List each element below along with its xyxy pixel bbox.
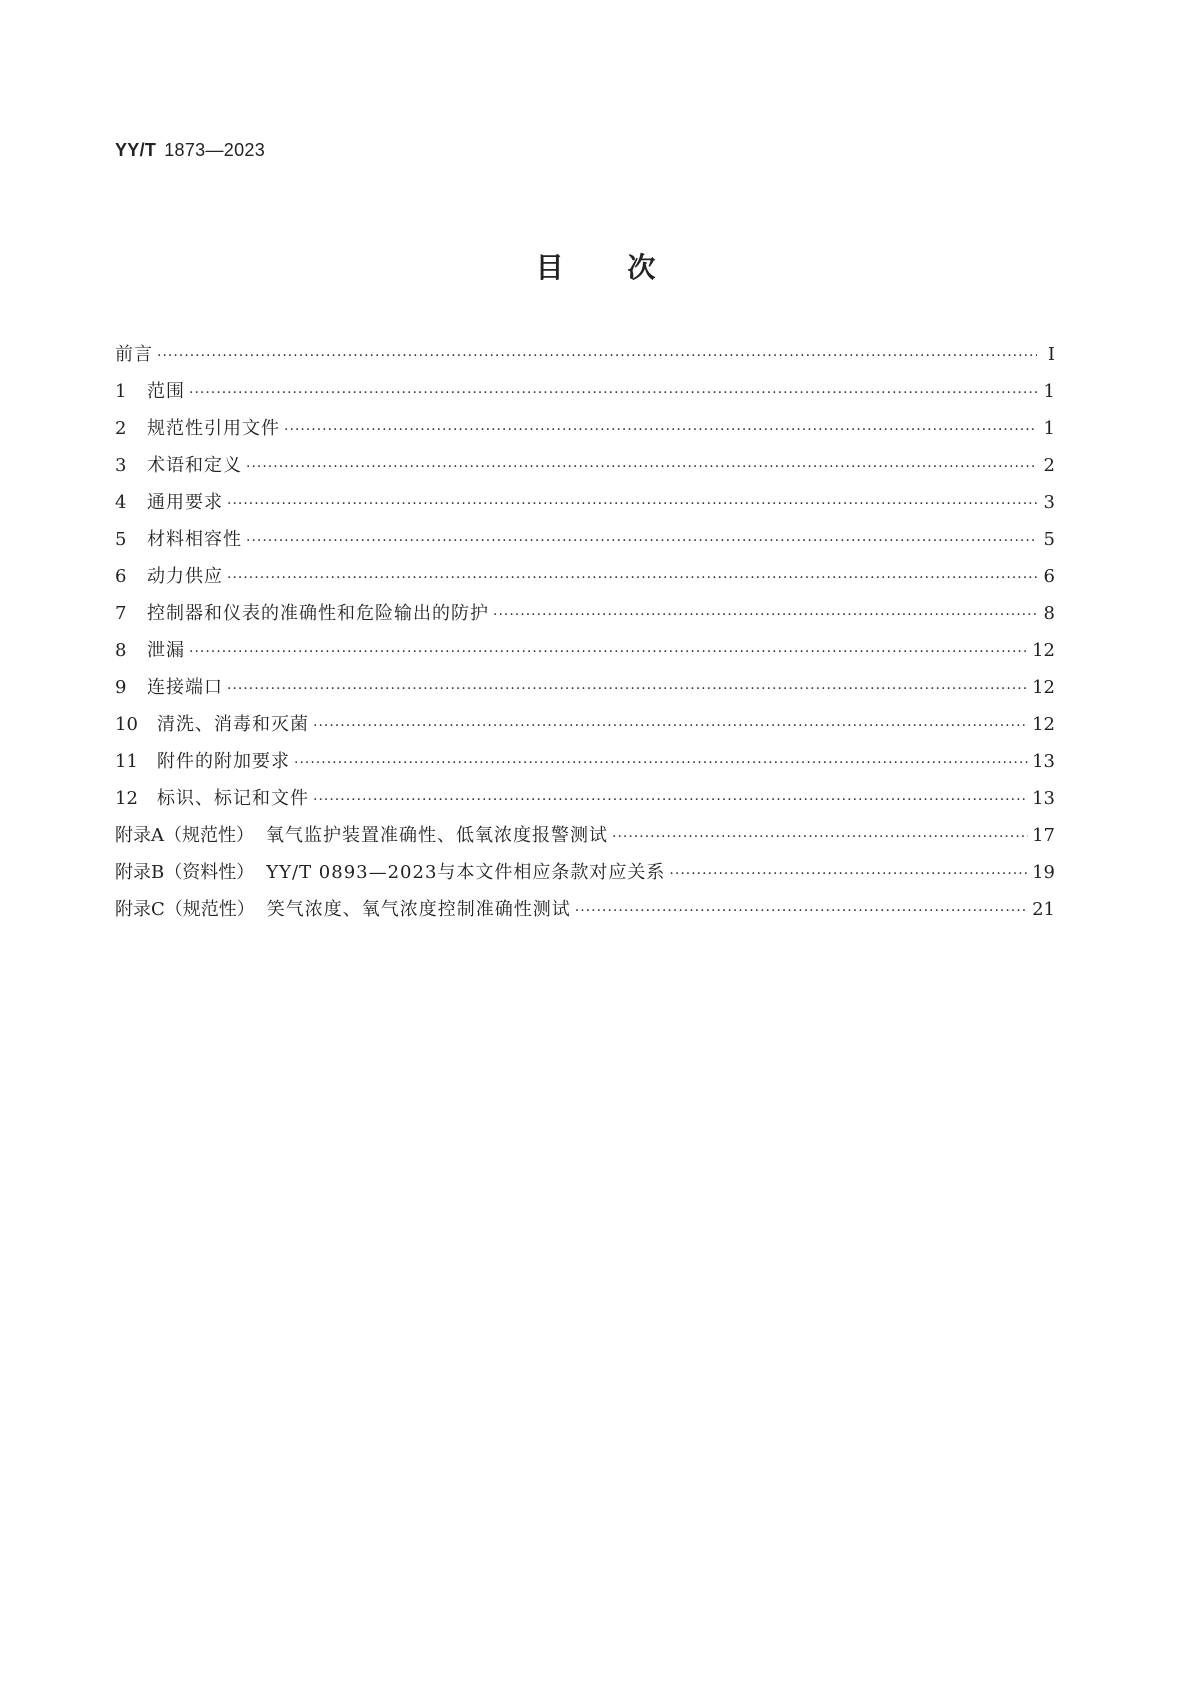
toc-page-number: I [1047,344,1055,365]
toc-entry-text: 附件的附加要求 [157,751,290,772]
toc-page-number: 3 [1043,492,1055,513]
toc-leader-dots [227,496,1037,512]
toc-entry-number: 3 [115,455,127,476]
toc-entry-text: 笑气浓度、氧气浓度控制准确性测试 [266,899,571,920]
toc-page-number: 5 [1043,529,1055,550]
toc-entry-text: 动力供应 [147,566,223,587]
toc-entry-8[interactable] [115,636,1055,673]
toc-leader-dots [493,607,1037,623]
toc-entry-number: 2 [115,418,127,439]
toc-page-number: 2 [1043,455,1055,476]
toc-annex-label: 附录B（资料性） [115,862,255,883]
toc-entry-number: 5 [115,529,127,550]
toc-entry-annex-b[interactable] [115,858,1055,895]
toc-entry-text: 通用要求 [147,492,223,513]
toc-entry-12[interactable] [115,784,1055,821]
toc-leader-dots [246,533,1037,549]
toc-leader-dots [189,644,1028,660]
toc-entry-5[interactable] [115,525,1055,562]
toc-entry-number: 1 [115,381,127,402]
toc-page-number: 12 [1032,714,1055,735]
standard-code: YY/T [115,140,157,160]
toc-entry-number: 6 [115,566,127,587]
toc-page-number: 8 [1043,603,1055,624]
toc-entry-4[interactable] [115,488,1055,525]
toc-entry-number: 12 [115,788,138,809]
toc-entry-text: 范围 [147,381,185,402]
toc-leader-dots [669,866,1028,882]
standard-number: 1873—2023 [164,140,266,160]
toc-leader-dots [612,829,1028,845]
toc-page-number: 21 [1032,899,1055,920]
toc-entry-11[interactable] [115,747,1055,784]
toc-page-number: 13 [1032,788,1055,809]
toc-leader-dots [575,903,1028,919]
toc-entry-number: 8 [115,640,127,661]
toc-entry-text: 标识、标记和文件 [157,788,309,809]
toc-entry-text: 氧气监护装置准确性、低氧浓度报警测试 [266,825,608,846]
toc-annex-label: 附录C（规范性） [115,899,255,920]
toc-leader-dots [157,348,1037,364]
toc-entry-2[interactable] [115,414,1055,451]
toc-entry-text: 控制器和仪表的准确性和危险输出的防护 [147,603,489,624]
toc-page-number: 1 [1043,381,1055,402]
toc-entry-number: 7 [115,603,127,624]
toc-page-number: 1 [1043,418,1055,439]
toc-page-number: 13 [1032,751,1055,772]
toc-entry-number: 4 [115,492,127,513]
toc-leader-dots [246,459,1037,475]
toc-entry-annex-a[interactable] [115,821,1055,858]
toc-entry-9[interactable] [115,673,1055,710]
toc-annex-label: 附录A（规范性） [115,825,254,846]
toc-title: 目 次 [535,251,656,284]
toc-page-number: 12 [1032,640,1055,661]
toc-entry-number: 11 [115,751,138,772]
toc-page-number: 6 [1043,566,1055,587]
toc-entry-1[interactable] [115,377,1055,414]
document-header [115,140,265,161]
toc-leader-dots [284,422,1037,438]
toc-entry-text: YY/T 0893—2023与本文件相应条款对应关系 [266,862,666,883]
toc-leader-dots [313,792,1028,808]
toc-entry-number: 10 [115,714,138,735]
toc-entry-text: 术语和定义 [147,455,242,476]
toc-leader-dots [313,718,1028,734]
toc-entry-annex-c[interactable] [115,895,1055,932]
toc-page-number: 17 [1032,825,1055,846]
toc-entry-6[interactable] [115,562,1055,599]
toc-entry-7[interactable] [115,599,1055,636]
table-of-contents [115,340,1055,932]
toc-leader-dots [227,570,1037,586]
toc-leader-dots [227,681,1028,697]
toc-entry-text: 规范性引用文件 [147,418,280,439]
toc-entry-text: 泄漏 [147,640,185,661]
toc-entry-foreword[interactable] [115,340,1055,377]
toc-leader-dots [294,755,1028,771]
toc-entry-text: 连接端口 [147,677,223,698]
toc-entry-3[interactable] [115,451,1055,488]
toc-entry-text: 前言 [115,344,153,365]
toc-leader-dots [189,385,1037,401]
toc-page-number: 12 [1032,677,1055,698]
toc-entry-text: 清洗、消毒和灭菌 [157,714,309,735]
toc-entry-text: 材料相容性 [147,529,242,550]
toc-entry-10[interactable] [115,710,1055,747]
toc-entry-number: 9 [115,677,127,698]
toc-page-number: 19 [1032,862,1055,883]
